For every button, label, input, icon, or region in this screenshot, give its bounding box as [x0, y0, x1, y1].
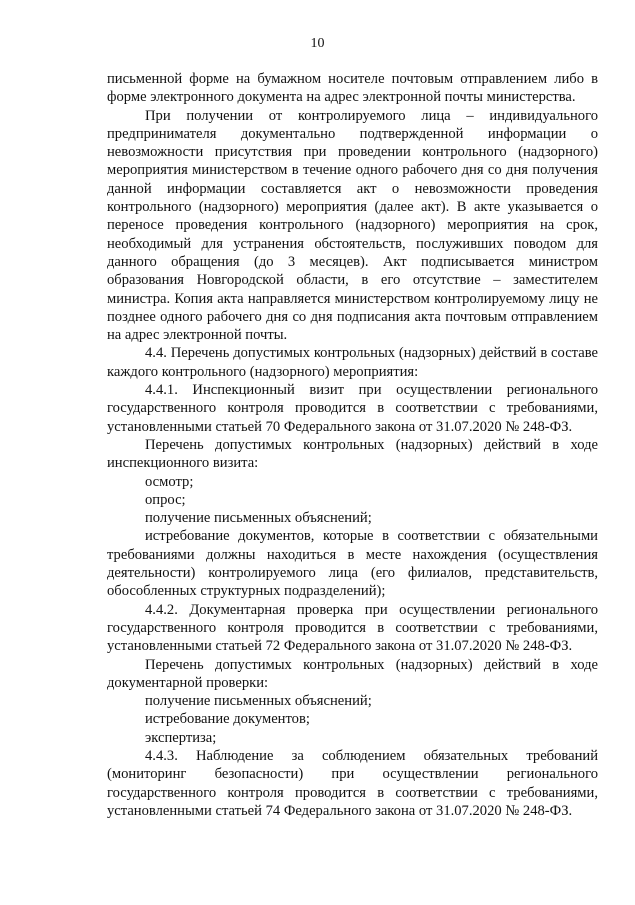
- paragraph-2: При получении от контролируемого лица – индивидуального предпринимателя документально подтвержденной информации о невозможности присутствия при проведении контрольного (надзорного) мероприятия министерством в течение одного рабочего дня со дня получения данной информации составляется акт о невозможности проведения контрольного (надзорного) мероприятия (далее акт). В акте указывается о переносе проведения контрольного (надзорного) мероприятия на срок, необходимый для устранения обстоятельств, послуживших поводом для данного обращения (до 3 месяцев). Акт подписывается министром образования Новгородской области, в его отсутствие – заместителем министра. Копия акта направляется министерством контролируемому лицу не позднее одного рабочего дня со дня подписания акта почтовым отправлением на адрес электронной почты.: [107, 107, 598, 344]
- paragraph-5: Перечень допустимых контрольных (надзорных) действий в ходе инспекционного визита:: [107, 436, 598, 472]
- list-item-inspection-1: осмотр;: [145, 473, 194, 490]
- paragraph-1: письменной форме на бумажном носителе почтовым отправлением либо в форме электронного документа на адрес электронной почты министерства.: [107, 71, 598, 106]
- document-body: [107, 70, 598, 820]
- paragraph-7: Перечень допустимых контрольных (надзорных) действий в ходе документарной проверки:: [107, 656, 598, 691]
- list-item-document-2: истребование документов;: [145, 711, 310, 728]
- list-item-document-3: экспертиза;: [145, 729, 217, 746]
- page-number: 10: [310, 36, 325, 51]
- paragraph-8: 4.4.3. Наблюдение за соблюдением обязательных требований (мониторинг безопасности) при осуществлении регионального государственного контроля проводится в соответствии с требованиями, установленными статьей 74 Федерального закона от 31.07.2020 № 248-ФЗ.: [107, 747, 598, 819]
- paragraph-4: 4.4.1. Инспекционный визит при осуществлении регионального государственного контроля проводится в соответствии с требованиями, установленными статьей 70 Федерального закона от 31.07.2020 № 248-ФЗ.: [107, 382, 598, 435]
- paragraph-3: 4.4. Перечень допустимых контрольных (надзорных) действий в составе каждого контрольного (надзорного) мероприятия:: [107, 345, 598, 380]
- paragraph-6: 4.4.2. Документарная проверка при осуществлении регионального государственного контроля проводится в соответствии с требованиями, установленными статьей 72 Федерального закона от 31.07.2020 № 248-ФЗ.: [107, 601, 598, 655]
- list-item-inspection-4: истребование документов, которые в соответствии с обязательными требованиями должны находиться в месте нахождения (осуществления деятельности) контролируемого лица (его филиалов, представительств, обособленных структурных подразделений);: [107, 528, 598, 600]
- list-item-inspection-3: получение письменных объяснений;: [145, 510, 372, 527]
- list-item-inspection-2: опрос;: [145, 491, 186, 508]
- list-item-document-1: получение письменных объяснений;: [145, 693, 372, 710]
